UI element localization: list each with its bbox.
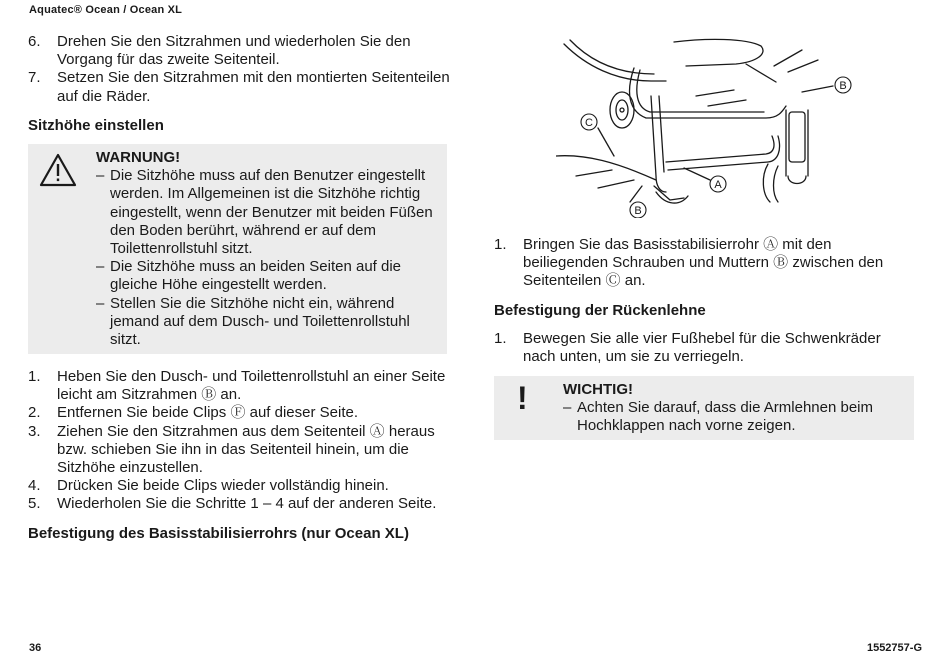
exclamation-icon: ! — [517, 380, 528, 416]
figure-label-b-bottom: B — [634, 205, 642, 217]
list-item — [28, 477, 453, 495]
step-text: Bewegen Sie alle vier Fußhebel für die Schwenkräder nach unten, um sie zu verriegeln. — [523, 330, 881, 366]
step-number: 1. — [494, 236, 507, 253]
warning-triangle-icon — [39, 153, 77, 187]
warning-item: – Stellen Sie die Sitzhöhe nicht ein, während jemand auf dem Dusch- und Toilettenrollstuhl sitzt. — [96, 294, 410, 349]
steps-stabilizer — [494, 236, 912, 291]
step-text: Setzen Sie den Sitzrahmen mit den montierten Seitenteilen auf die Räder. — [57, 69, 450, 105]
step-text: Wiederholen Sie die Schritte 1 – 4 auf der anderen Seite. — [57, 495, 437, 513]
step-number: 2. — [28, 404, 41, 422]
list-item — [494, 330, 912, 366]
steps-seat-height — [28, 368, 453, 514]
list-item — [28, 423, 453, 478]
section-heading-stabilizer: Befestigung des Basisstabilisierrohrs (nur Ocean XL) — [28, 525, 409, 542]
step-number: 1. — [28, 368, 41, 385]
running-header: Aquatec® Ocean / Ocean XL — [29, 4, 183, 16]
figure-label-a: A — [714, 179, 722, 191]
important-title: WICHTIG! — [563, 381, 633, 398]
figure-label-c: C — [585, 117, 593, 129]
list-item — [494, 236, 912, 291]
page-number: 36 — [29, 642, 42, 654]
step-number: 1. — [494, 330, 507, 347]
list-item — [28, 404, 453, 422]
step-number: 4. — [28, 477, 41, 495]
list-item — [28, 495, 453, 513]
steps-backrest — [494, 330, 912, 366]
important-item: – Achten Sie darauf, dass die Armlehnen beim Hochklappen nach vorne zeigen. — [563, 399, 874, 435]
section-heading-seat-height: Sitzhöhe einstellen — [28, 117, 164, 134]
step-number: 3. — [28, 422, 41, 440]
step-number: 7. — [28, 69, 41, 87]
warning-item: – Die Sitzhöhe muss auf den Benutzer eingestellt werden. Im Allgemeinen ist die Sitzhöhe richtig eingestellt, wenn der Benutzer mit beiden Füßen den Boden berührt, während er auf dem Toilettenrollstuhl sitzt. — [96, 167, 433, 258]
step-text: Entfernen Sie beide Clips Ⓕ auf dieser Seite. — [57, 404, 359, 422]
step-number: 6. — [28, 33, 41, 50]
warning-title: WARNUNG! — [96, 149, 181, 166]
important-content — [563, 381, 903, 436]
step-text: Drehen Sie den Sitzrahmen und wiederholen Sie den Vorgang für das zweite Seitenteil. — [57, 33, 411, 69]
step-text: Bringen Sie das Basisstabilisierrohr Ⓐ mit den beiliegenden Schrauben und Muttern Ⓑ zwischen den Seitenteilen Ⓒ an. — [523, 236, 884, 290]
step-text: Heben Sie den Dusch- und Toilettenrollstuhl an einer Seite leicht am Sitzrahmen Ⓑ an. — [57, 368, 446, 404]
step-text: Drücken Sie beide Clips wieder vollständig hinein. — [57, 477, 389, 495]
step-number: 5. — [28, 495, 41, 513]
warning-item: – Die Sitzhöhe muss an beiden Seiten auf die gleiche Höhe eingestellt werden. — [96, 258, 402, 294]
list-item — [28, 33, 453, 69]
assembly-illustration — [556, 36, 856, 218]
section-heading-backrest: Befestigung der Rückenlehne — [494, 302, 706, 319]
steps-intro — [28, 33, 453, 106]
list-item — [28, 69, 453, 105]
document-code: 1552757-G — [866, 642, 922, 654]
step-text: Ziehen Sie den Sitzrahmen aus dem Seitenteil Ⓐ heraus bzw. schieben Sie ihn in das Seitenteil hinein, um die Sitzhöhe einzustellen. — [57, 422, 435, 477]
warning-content — [96, 149, 441, 349]
list-item — [28, 368, 453, 404]
figure-label-b-top: B — [839, 80, 847, 92]
